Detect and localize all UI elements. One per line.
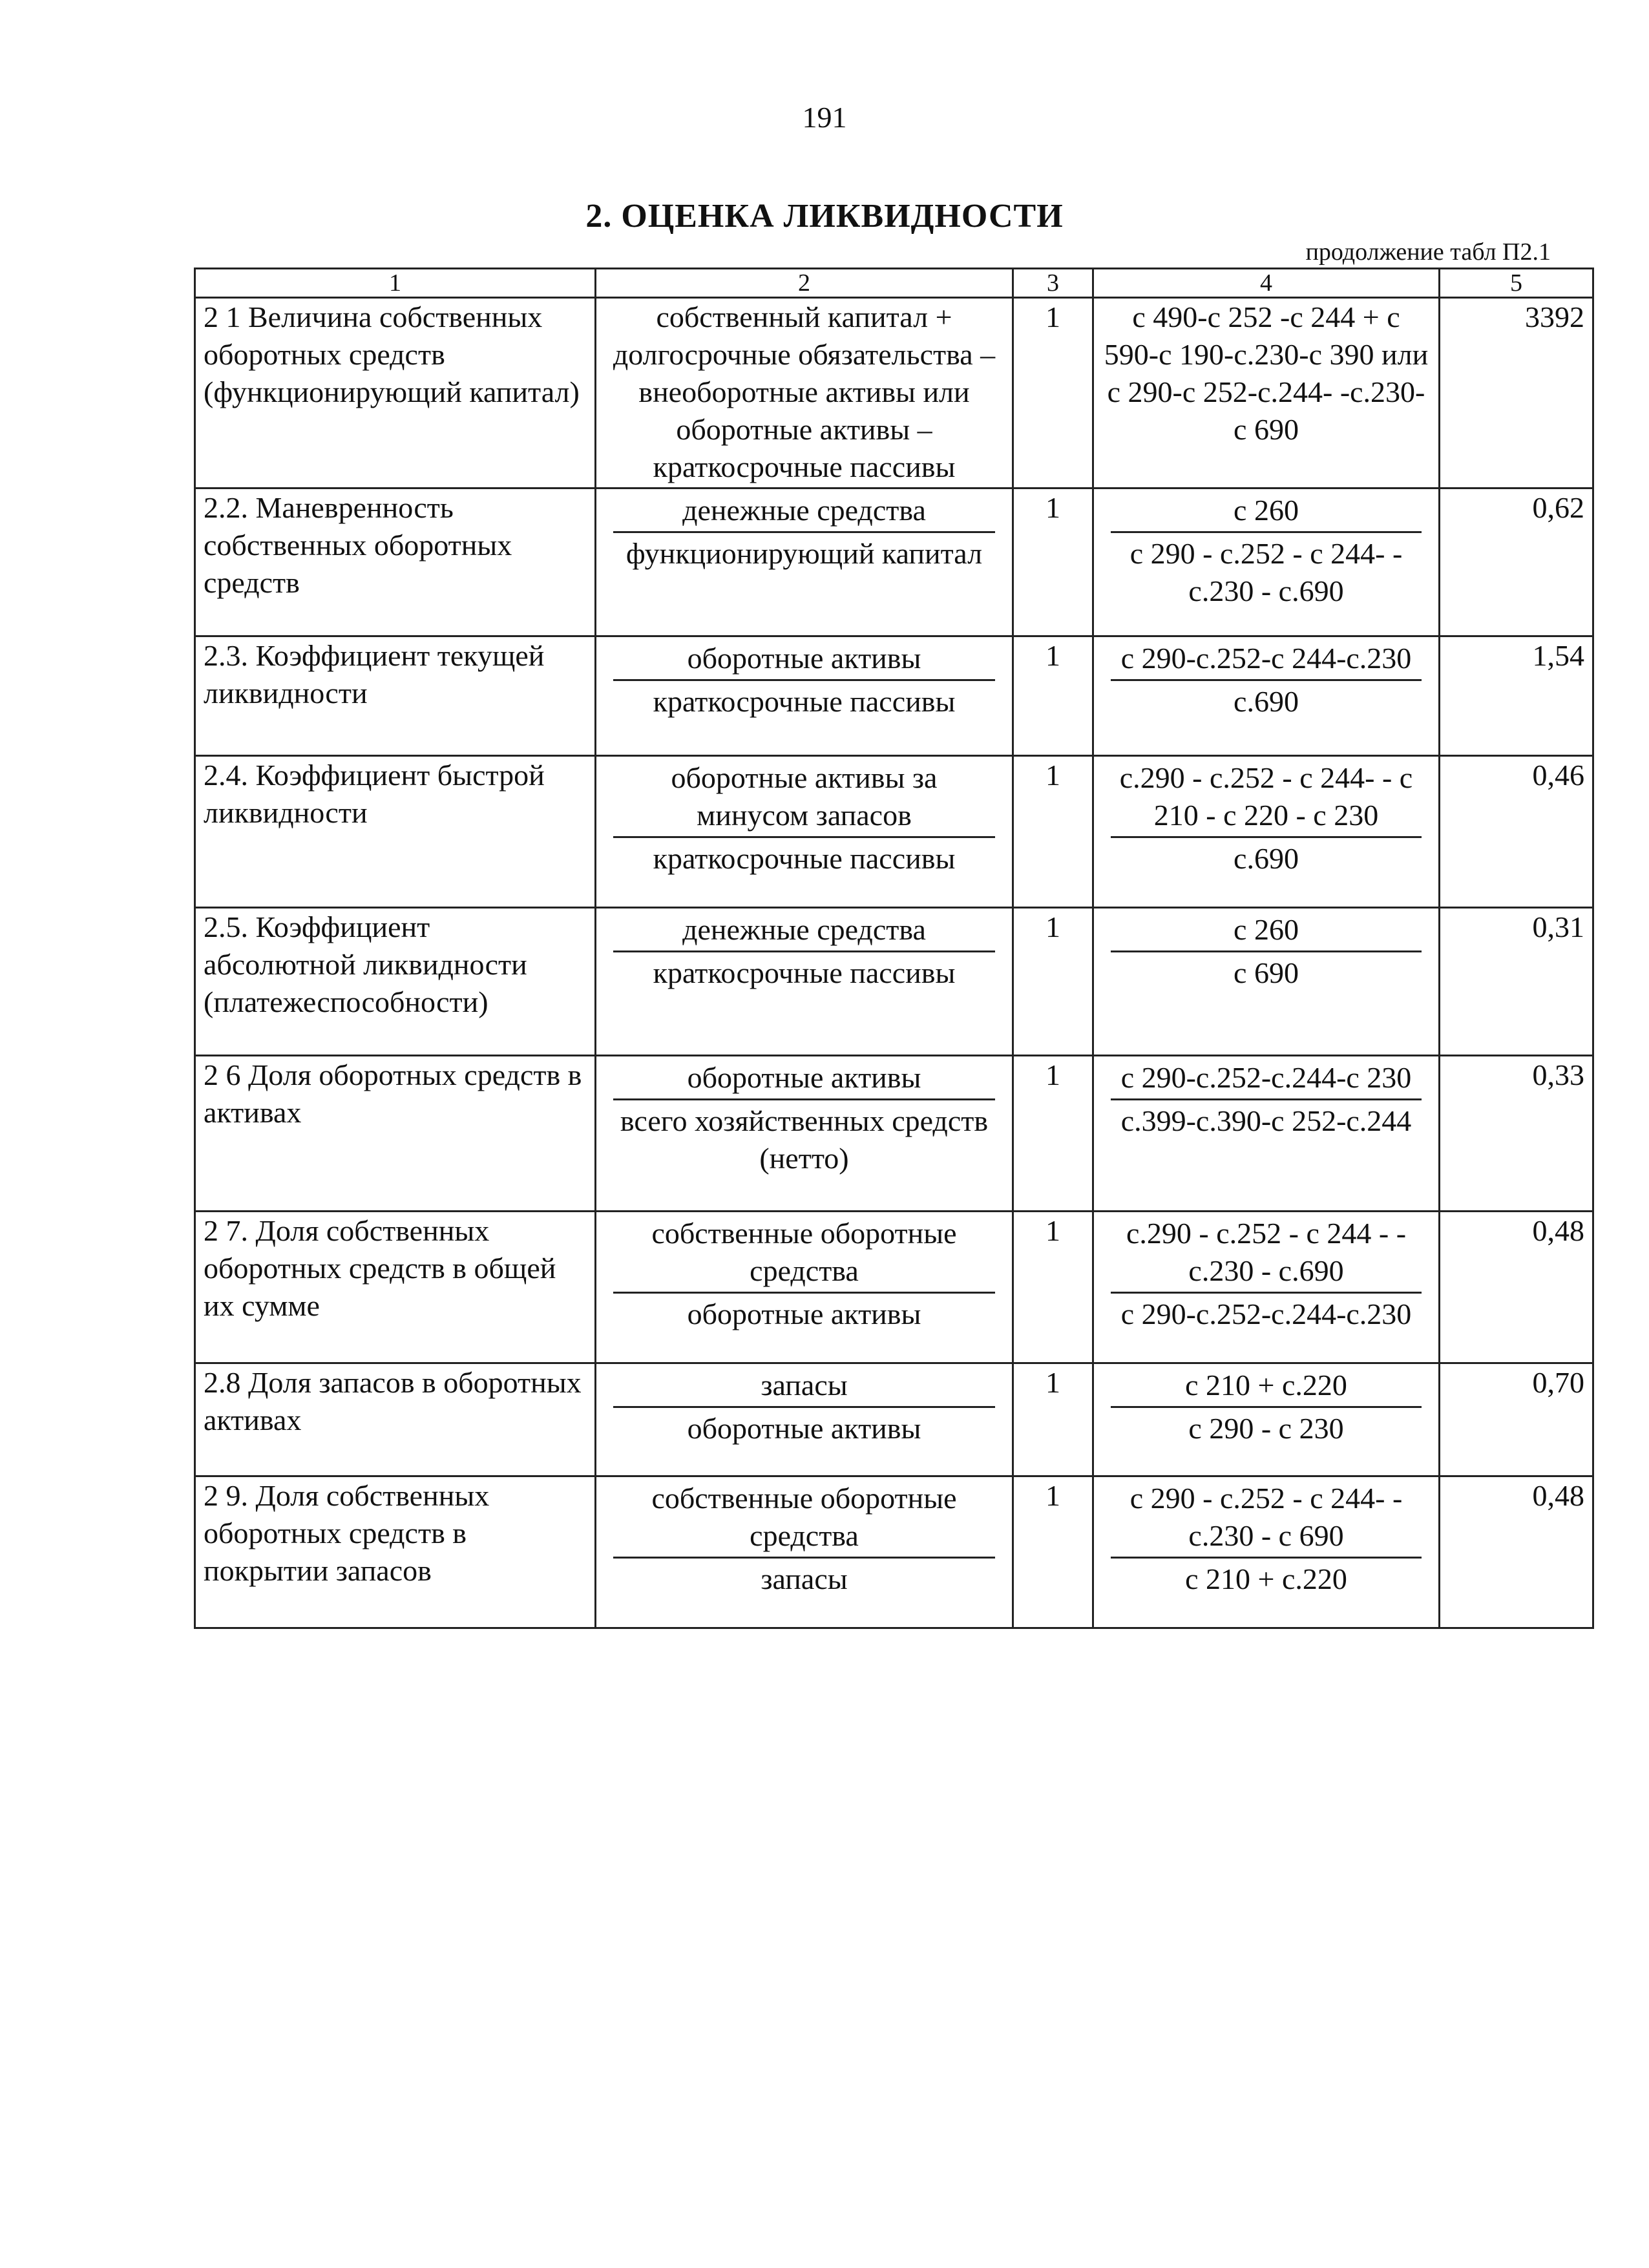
formula-numerator: собственные оборотные средства (613, 1215, 995, 1294)
page-title: 2. ОЦЕНКА ЛИКВИДНОСТИ (585, 198, 1064, 235)
indicator-value: 0,62 (1440, 488, 1593, 636)
column-header: 5 (1440, 269, 1593, 298)
unit-cell: 1 (1013, 908, 1093, 1056)
indicator-value: 0,70 (1440, 1363, 1593, 1476)
lines-denominator: с 290-с.252-с.244-с.230 (1120, 1297, 1412, 1330)
table-row (195, 908, 1593, 1056)
indicator-name: 2.4. Коэффициент быстрой ликвидности (195, 756, 596, 908)
indicator-formula (596, 1212, 1013, 1363)
liquidity-table (194, 268, 1594, 1629)
balance-lines (1093, 636, 1440, 756)
unit-cell: 1 (1013, 1476, 1093, 1628)
lines-denominator: с 290 - с 230 (1188, 1412, 1344, 1445)
formula-denominator: краткосрочные пассивы (653, 956, 956, 989)
balance-lines (1093, 908, 1440, 1056)
indicator-name: 2.2. Маневренность собственных оборотных средств (195, 488, 596, 636)
table-row (195, 1476, 1593, 1628)
lines-denominator: с 290 - с.252 - с 244- - с.230 - с.690 (1129, 537, 1403, 607)
unit-cell: 1 (1013, 298, 1093, 488)
indicator-value: 3392 (1440, 298, 1593, 488)
unit-cell: 1 (1013, 1056, 1093, 1212)
indicator-value: 0,46 (1440, 756, 1593, 908)
formula-denominator: краткосрочные пассивы (653, 685, 956, 718)
lines-denominator: с.690 (1234, 842, 1299, 875)
column-header: 1 (195, 269, 596, 298)
page-number: 191 (802, 101, 847, 134)
column-header: 3 (1013, 269, 1093, 298)
balance-lines (1093, 1212, 1440, 1363)
indicator-value: 0,48 (1440, 1476, 1593, 1628)
lines-numerator: с 290-с.252-с.244-с 230 (1111, 1059, 1422, 1100)
table-row (195, 756, 1593, 908)
table-continuation-note: продолжение табл П2.1 (1305, 238, 1551, 266)
indicator-formula (596, 488, 1013, 636)
table-row (195, 636, 1593, 756)
balance-lines (1093, 1056, 1440, 1212)
balance-lines: с 490-с 252 -с 244 + с 590-с 190-с.230-с 390 или с 290-с 252-с.244- -с.230-с 690 (1093, 298, 1440, 488)
indicator-value: 0,33 (1440, 1056, 1593, 1212)
unit-cell: 1 (1013, 1212, 1093, 1363)
lines-numerator: с 260 (1111, 492, 1422, 533)
indicator-name: 2.5. Коэффициент абсолютной ликвидности (платежеспособности) (195, 908, 596, 1056)
lines-denominator: с 690 (1234, 956, 1299, 989)
lines-numerator: с 260 (1111, 911, 1422, 952)
lines-numerator: с 290-с.252-с 244-с.230 (1111, 640, 1422, 681)
balance-lines (1093, 756, 1440, 908)
column-header: 4 (1093, 269, 1440, 298)
lines-denominator: с.690 (1234, 685, 1299, 718)
indicator-value: 1,54 (1440, 636, 1593, 756)
formula-numerator: оборотные активы за минусом запасов (613, 759, 995, 838)
indicator-formula: собственный капитал + долгосрочные обязательства – внеоборотные активы или оборотные активы – краткосрочные пассивы (596, 298, 1013, 488)
indicator-name: 2.3. Коэффициент текущей ликвидности (195, 636, 596, 756)
table-row (195, 1056, 1593, 1212)
unit-cell: 1 (1013, 488, 1093, 636)
indicator-formula (596, 1056, 1013, 1212)
balance-lines (1093, 1363, 1440, 1476)
table-row (195, 1363, 1593, 1476)
table-row (195, 298, 1593, 488)
formula-denominator: функционирующий капитал (625, 537, 983, 570)
formula-numerator: денежные средства (613, 911, 995, 952)
indicator-name: 2 1 Величина собственных оборотных средств (функционирующий капитал) (195, 298, 596, 488)
formula-numerator: собственные оборотные средства (613, 1480, 995, 1559)
indicator-formula (596, 908, 1013, 1056)
header-row (195, 269, 1593, 298)
indicator-value: 0,31 (1440, 908, 1593, 1056)
table-row (195, 1212, 1593, 1363)
formula-denominator: оборотные активы (687, 1297, 921, 1330)
formula-denominator: оборотные активы (687, 1412, 921, 1445)
formula-numerator: запасы (613, 1367, 995, 1408)
unit-cell: 1 (1013, 1363, 1093, 1476)
column-header: 2 (596, 269, 1013, 298)
indicator-formula (596, 1363, 1013, 1476)
indicator-formula (596, 756, 1013, 908)
table-row (195, 488, 1593, 636)
formula-denominator: краткосрочные пассивы (653, 842, 956, 875)
indicator-formula (596, 636, 1013, 756)
unit-cell: 1 (1013, 756, 1093, 908)
balance-lines (1093, 1476, 1440, 1628)
unit-cell: 1 (1013, 636, 1093, 756)
indicator-name: 2 7. Доля собственных оборотных средств в общей их сумме (195, 1212, 596, 1363)
indicator-name: 2 6 Доля оборотных средств в активах (195, 1056, 596, 1212)
lines-numerator: с 210 + с.220 (1111, 1367, 1422, 1408)
formula-denominator: всего хозяйственных средств (нетто) (620, 1104, 989, 1175)
indicator-name: 2.8 Доля запасов в оборотных активах (195, 1363, 596, 1476)
lines-denominator: с.399-с.390-с 252-с.244 (1120, 1104, 1412, 1137)
formula-numerator: оборотные активы (613, 1059, 995, 1100)
formula-numerator: денежные средства (613, 492, 995, 533)
balance-lines (1093, 488, 1440, 636)
lines-numerator: с 290 - с.252 - с 244- - с.230 - с 690 (1111, 1480, 1422, 1559)
lines-numerator: с.290 - с.252 - с 244 - - с.230 - с.690 (1111, 1215, 1422, 1294)
indicator-formula (596, 1476, 1013, 1628)
indicator-value: 0,48 (1440, 1212, 1593, 1363)
formula-numerator: оборотные активы (613, 640, 995, 681)
indicator-name: 2 9. Доля собственных оборотных средств в покрытии запасов (195, 1476, 596, 1628)
lines-numerator: с.290 - с.252 - с 244- - с 210 - с 220 - с 230 (1111, 759, 1422, 838)
formula-denominator: запасы (761, 1562, 848, 1595)
lines-denominator: с 210 + с.220 (1185, 1562, 1347, 1595)
